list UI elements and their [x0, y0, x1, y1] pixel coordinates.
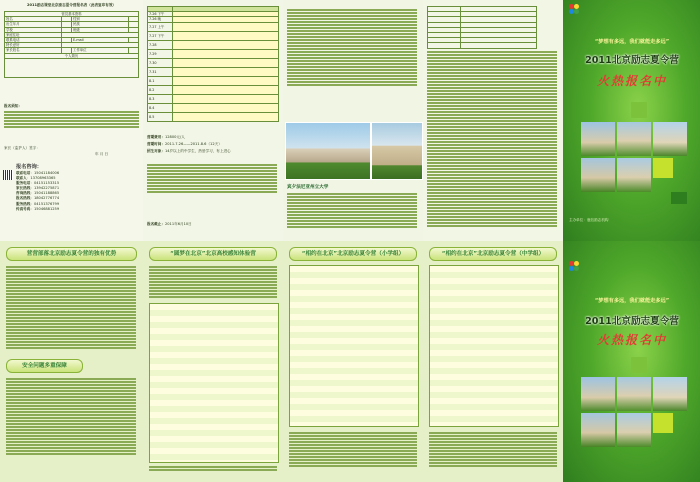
field-phone: 联系电话	[5, 38, 62, 43]
middle-schedule	[429, 265, 559, 427]
field-work: 工作单位	[71, 48, 128, 53]
mosaic-green	[631, 357, 647, 373]
cost-info: 营期费用：12800元/人	[147, 135, 185, 139]
primary-camp-page	[283, 241, 423, 482]
bottom-cover-subtitle: 火热报名中	[596, 333, 667, 347]
mosaic-photo-3	[653, 122, 687, 156]
university-schedule	[149, 303, 279, 463]
university-footer-text	[149, 465, 277, 472]
form-header: 营员基本资料	[5, 12, 139, 17]
middle-info	[429, 431, 557, 468]
schedule-row: 7.27 上午	[148, 22, 173, 31]
bottom-cover-title: 2011北京励志夏令营	[585, 316, 679, 327]
daily-time-table	[427, 6, 537, 49]
target-info: 招生对象：14岁以上的中学生，热爱学习，有上进心	[147, 149, 231, 153]
form-title: 2011励志课堂北京励志夏令营报名表（此表复印有效）	[26, 3, 117, 7]
schedule-cell	[173, 94, 279, 103]
field-gender: 性别	[71, 17, 128, 22]
form-page	[0, 0, 143, 241]
time-cell	[428, 43, 461, 48]
middle-banner: “相约在北京”北京励志夏令营（中学组）	[429, 247, 557, 261]
phone-row: 联系电话：15041184006	[16, 171, 60, 175]
schedule-cell	[173, 40, 279, 49]
schedule-row: 7.28	[148, 40, 173, 49]
mosaic-darkgreen	[671, 192, 687, 204]
field-name: 姓名	[5, 17, 62, 22]
primary-banner: “相约在北京”北京励志夏令营（小学组）	[289, 247, 417, 261]
mosaic-green	[631, 102, 647, 118]
field-resume: 个人简历	[5, 53, 139, 58]
safety-banner: 安全问题多重保障	[6, 359, 83, 373]
schedule-cell	[173, 85, 279, 94]
field-resume-value[interactable]	[5, 58, 139, 77]
middle-camp-page	[423, 241, 563, 482]
field-address: 家庭住址	[5, 32, 62, 37]
fee-text	[147, 163, 277, 194]
schedule-row: 8.1	[148, 76, 173, 85]
field-ethnic: 民族	[71, 22, 128, 27]
schedule-row: 8.2	[148, 85, 173, 94]
phone-list	[16, 171, 59, 212]
registration-form-table	[4, 11, 139, 78]
phone-row: 联系人：13708963365	[16, 176, 56, 181]
advantage-page	[0, 241, 143, 482]
notes-text	[4, 110, 139, 129]
schedule-table	[147, 6, 279, 122]
field-birth: 出生年月	[5, 22, 62, 27]
contact-title: 报名咨询：	[16, 164, 42, 170]
schedule-cell	[173, 22, 279, 31]
notes-title: 报名须知：	[4, 104, 22, 108]
schedule-row: 8.3	[148, 94, 173, 103]
mosaic-photo-3	[653, 377, 687, 411]
advantage-banner: 营营部落北京励志夏令营的独有优势	[6, 247, 137, 261]
schedule-row: 7.30	[148, 58, 173, 67]
schedule-cell	[173, 112, 279, 121]
bottom-mosaic	[581, 353, 693, 457]
schedule-cell	[173, 58, 279, 67]
intro-text	[287, 8, 417, 87]
schedule-cell	[173, 67, 279, 76]
field-school: 学校	[5, 27, 62, 32]
phone-row: 家长热线：13942275871	[16, 186, 60, 191]
activity-cell	[461, 43, 537, 48]
phone-row: 服务热线：04151376799	[16, 201, 60, 206]
phone-row: 咨询热线：15041188865	[16, 191, 60, 196]
mosaic-photo-2	[617, 377, 651, 411]
schedule-row: 8.5	[148, 112, 173, 121]
cover-organizer: 主办单位：鹿岛励志机构	[569, 218, 609, 222]
course-text	[427, 50, 557, 228]
schedule-row: 7.31	[148, 67, 173, 76]
course-page	[423, 0, 563, 241]
mosaic-yellow	[653, 413, 673, 433]
schedule-cell	[173, 31, 279, 40]
time-info: 营期时间：2011.7.26——2011.8.6（12天）	[147, 142, 222, 146]
schedule-cell	[173, 76, 279, 85]
safety-text	[6, 377, 136, 456]
schedule-row: 8.4	[148, 103, 173, 112]
logo-icon	[569, 4, 579, 14]
phone-row: 报名热线：18042776774	[16, 196, 60, 201]
mosaic-photo-1	[581, 122, 615, 156]
field-hobby: 特长爱好	[5, 43, 62, 48]
cover-title: 2011北京励志夏令营	[585, 55, 679, 66]
schedule-row: 7.26 下午	[148, 12, 173, 17]
mosaic-photo-1	[581, 377, 615, 411]
university-banner: “圆梦在北京”北京高校感知体验营	[149, 247, 277, 261]
schedule-cell	[173, 103, 279, 112]
campus-photo-2	[371, 122, 423, 180]
deadline-info: 报名截止：2011年6月10日	[147, 222, 192, 226]
field-parent: 家长姓名	[5, 48, 62, 53]
cover-page-bottom	[563, 241, 700, 482]
mosaic-photo-4	[581, 158, 615, 192]
advantage-text	[6, 265, 136, 350]
schedule-row: 7.26 晚	[148, 17, 173, 22]
signature-date: 年 月 日	[95, 152, 109, 156]
field-email: E-mail	[71, 38, 128, 43]
cover-subtitle: 火热报名中	[596, 74, 667, 88]
phone-row: 传真号码：15046881259	[16, 206, 60, 211]
phone-row: 服务电话：04151153315	[16, 181, 60, 186]
primary-schedule	[289, 265, 419, 427]
schedule-page	[143, 0, 283, 241]
mosaic-photo-5	[617, 413, 651, 447]
schedule-row: 7.29	[148, 49, 173, 58]
campus-page	[283, 0, 423, 241]
university-camp-page	[143, 241, 283, 482]
cover-slogan: “梦想有多远，我们就能走多远”	[594, 39, 670, 45]
mosaic-photo-2	[617, 122, 651, 156]
bottom-cover-slogan: “梦想有多远，我们就能走多远”	[594, 298, 670, 304]
school-heading: 宾夕法尼亚州立大学	[287, 185, 329, 190]
university-intro	[149, 265, 277, 299]
cover-page-top	[563, 0, 700, 241]
parent-signature: 家长（监护人）签字：	[4, 146, 40, 150]
cover-mosaic	[581, 98, 693, 206]
campus-photo-1	[285, 122, 371, 180]
qr-code-icon	[3, 170, 13, 180]
mosaic-photo-4	[581, 413, 615, 447]
mosaic-photo-5	[617, 158, 651, 192]
primary-info	[289, 431, 417, 468]
logo-icon	[569, 261, 579, 271]
mosaic-yellow	[653, 158, 673, 178]
school-text	[287, 192, 417, 229]
schedule-row: 7.27 下午	[148, 31, 173, 40]
field-class: 班级	[71, 27, 128, 32]
schedule-cell	[173, 49, 279, 58]
